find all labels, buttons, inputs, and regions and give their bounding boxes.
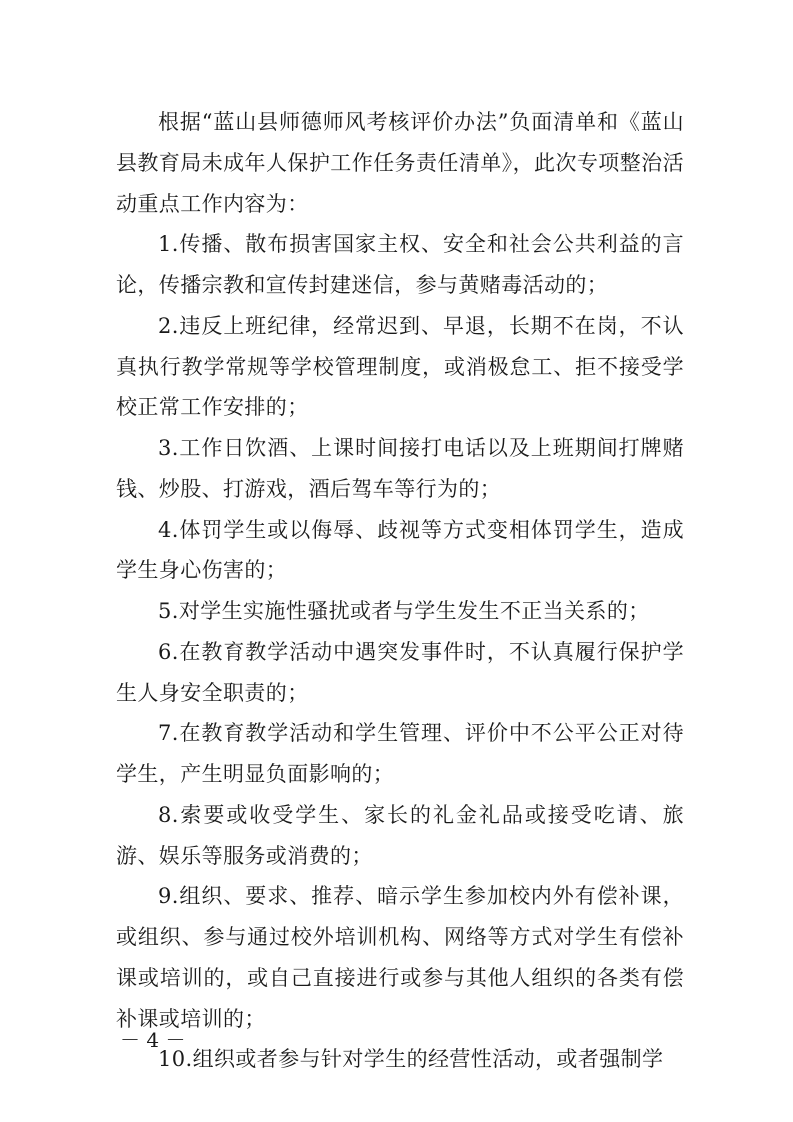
list-item-4: 4.体罚学生或以侮辱、歧视等方式变相体罚学生，造成学生身心伤害的；	[116, 517, 684, 583]
list-item-10: 10.组织或者参与针对学生的经营性活动，或者强制学	[158, 1047, 664, 1072]
list-item-7: 7.在教育教学活动和学生管理、评价中不公平公正对待学生，产生明显负面影响的；	[116, 721, 684, 786]
list-item-8: 8.索要或收受学生、家长的礼金礼品或接受吃请、旅游、娱乐等服务或消费的；	[116, 802, 684, 868]
intro-paragraph: 根据“蓝山县师德师风考核评价办法”负面清单和《蓝山县教育局未成年人保护工作任务责任清单》，此次专项整治活动重点工作内容为：	[116, 110, 684, 216]
body-text	[116, 102, 684, 1080]
page-number: － 4 －	[120, 1028, 186, 1052]
list-item-6: 6.在教育教学活动中遇突发事件时，不认真履行保护学生人身安全职责的；	[116, 639, 684, 705]
list-item-1: 1.传播、散布损害国家主权、安全和社会公共利益的言论，传播宗教和宣传封建迷信，参与黄赌毒活动的；	[116, 232, 684, 297]
list-item-2: 2.违反上班纪律，经常迟到、早退，长期不在岗，不认真执行教学常规等学校管理制度，或消极怠工、拒不接受学校正常工作安排的；	[116, 313, 684, 420]
list-item-9: 9.组织、要求、推荐、暗示学生参加校内外有偿补课，或组织、参与通过校外培训机构、网络等方式对学生有偿补课或培训的，或自己直接进行或参与其他人组织的各类有偿补课或培训的；	[116, 884, 684, 1031]
list-item-3: 3.工作日饮酒、上课时间接打电话以及上班期间打牌赌钱、炒股、打游戏，酒后驾车等行为的；	[116, 436, 684, 501]
list-item-5: 5.对学生实施性骚扰或者与学生发生不正当关系的；	[158, 599, 650, 623]
